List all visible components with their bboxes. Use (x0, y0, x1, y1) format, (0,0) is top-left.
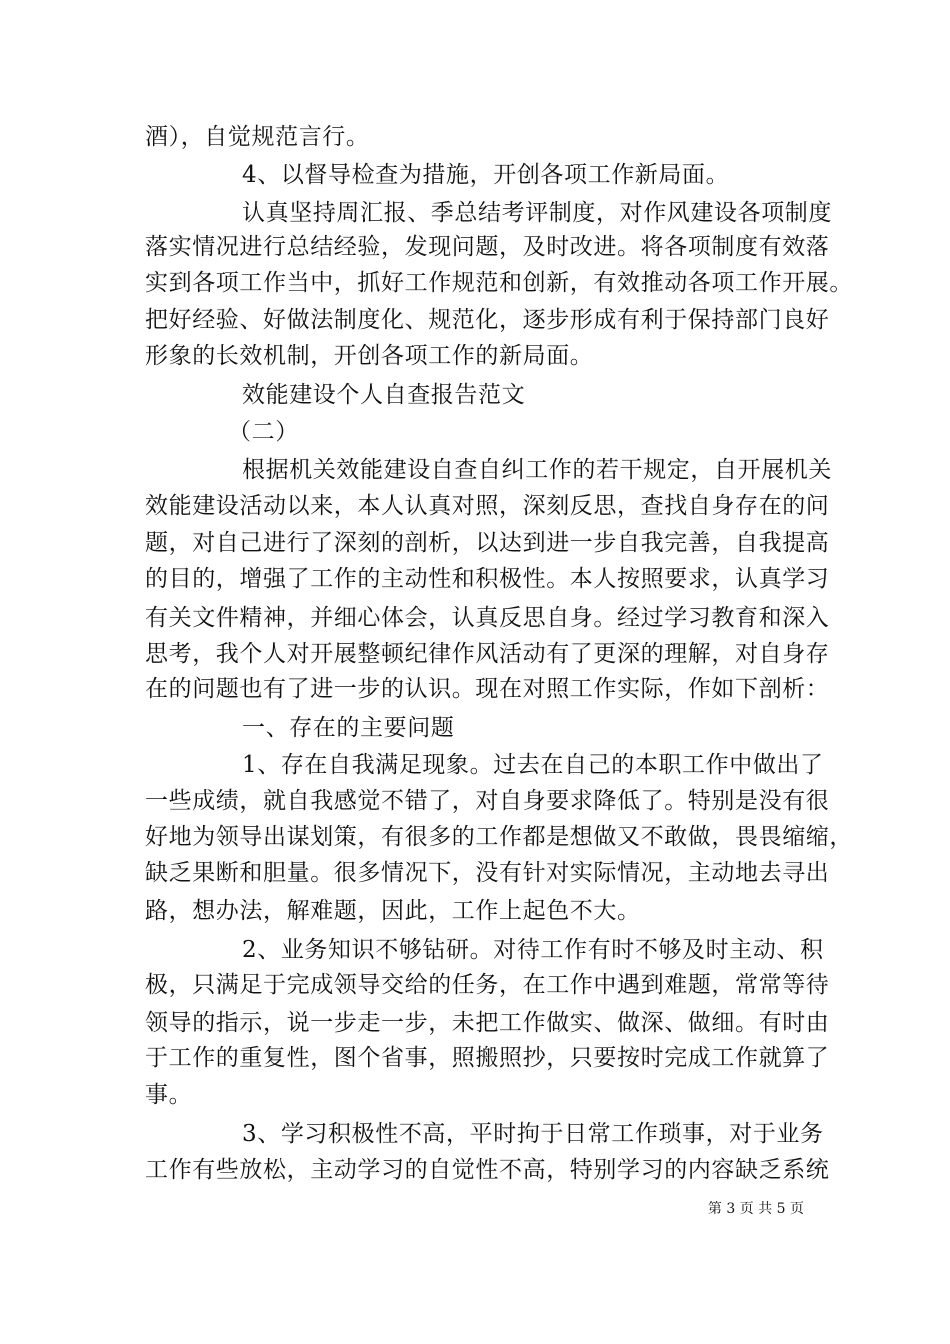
text-line: 题，对自己进行了深刻的剖析，以达到进一步自我完善，自我提高 (145, 530, 830, 556)
text-line: 的目的，增强了工作的主动性和积极性。本人按照要求，认真学习 (145, 566, 830, 592)
text-line: 于工作的重复性，图个省事，照搬照抄，只要按时完成工作就算了 (145, 1045, 830, 1071)
text-line: 事。 (145, 1082, 193, 1108)
text-line: 领导的指示，说一步走一步，未把工作做实、做深、做细。有时由 (145, 1010, 830, 1036)
section-heading: 4、以督导检查为措施，开创各项工作新局面。 (242, 162, 730, 188)
text-line: 路，想办法，解难题，因此，工作上起色不大。 (145, 898, 641, 924)
text-line: 3、学习积极性不高，平时拘于日常工作琐事，对于业务 (242, 1121, 824, 1147)
text-line: 根据机关效能建设自查自纠工作的若干规定，自开展机关 (242, 457, 832, 483)
text-line: 实到各项工作当中，抓好工作规范和创新，有效推动各项工作开展。 (145, 270, 853, 296)
text-line: 落实情况进行总结经验，发现问题，及时改进。将各项制度有效落 (145, 234, 830, 260)
page-number: 第 3 页 共 5 页 (707, 1201, 804, 1217)
text-line: 有关文件精神，并细心体会，认真反思自身。经过学习教育和深入 (145, 605, 830, 631)
text-line: 在的问题也有了进一步的认识。现在对照工作实际，作如下剖析： (145, 676, 830, 702)
text-line: 好地为领导出谋划策，有很多的工作都是想做又不敢做，畏畏缩缩， (145, 824, 853, 850)
text-line: 1、存在自我满足现象。过去在自己的本职工作中做出了 (242, 752, 824, 778)
text-line: 2、业务知识不够钻研。对待工作有时不够及时主动、积 (242, 937, 824, 963)
text-line: 工作有些放松，主动学习的自觉性不高，特别学习的内容缺乏系统 (145, 1157, 830, 1183)
text-line: 思考，我个人对开展整顿纪律作风活动有了更深的理解，对自身存 (145, 641, 830, 667)
document-subtitle: （二） (228, 419, 299, 445)
document-title: 效能建设个人自查报告范文 (242, 382, 526, 408)
text-line: 酒），自觉规范言行。 (145, 124, 370, 150)
text-line: 极，只满足于完成领导交给的任务，在工作中遇到难题，常常等待 (145, 972, 830, 998)
section-heading: 一、存在的主要问题 (242, 715, 455, 741)
text-line: 把好经验、好做法制度化、规范化，逐步形成有利于保持部门良好 (145, 307, 830, 333)
text-line: 形象的长效机制，开创各项工作的新局面。 (145, 343, 594, 369)
text-line: 缺乏果断和胆量。很多情况下，没有针对实际情况，主动地去寻出 (145, 860, 830, 886)
text-line: 认真坚持周汇报、季总结考评制度，对作风建设各项制度 (242, 200, 832, 226)
text-line: 一些成绩，就自我感觉不错了，对自身要求降低了。特别是没有很 (145, 788, 830, 814)
text-line: 效能建设活动以来，本人认真对照，深刻反思，查找自身存在的问 (145, 493, 830, 519)
